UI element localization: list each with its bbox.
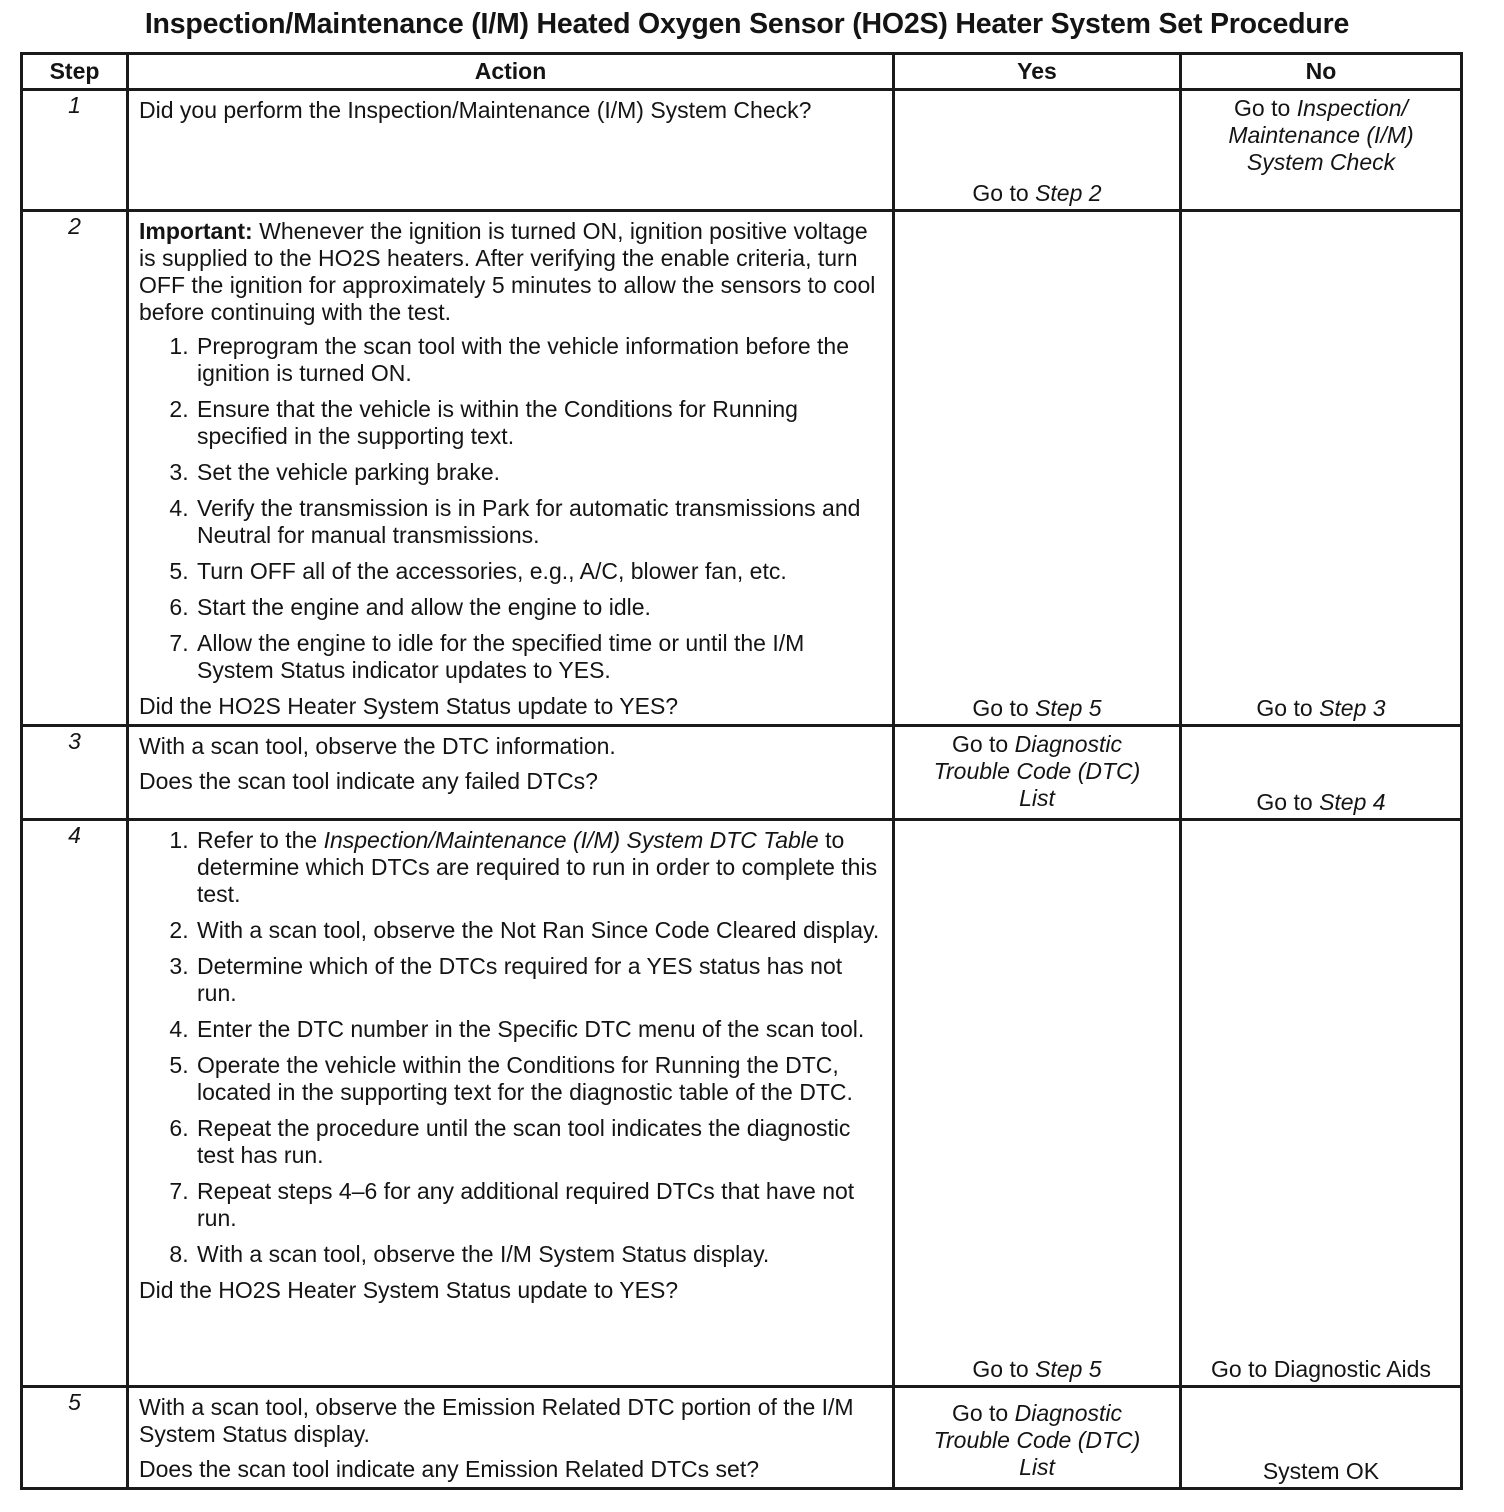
action-cell bbox=[128, 1387, 894, 1489]
no-cell bbox=[1181, 1387, 1462, 1489]
procedure-ref: Diagnostic Trouble Code (DTC) List bbox=[933, 1400, 1141, 1480]
yes-cell bbox=[894, 1387, 1181, 1489]
table-row bbox=[22, 211, 1462, 726]
list-item: 3. Set the vehicle parking brake. bbox=[195, 459, 882, 486]
action-cell bbox=[128, 90, 894, 211]
list-item: 2. Ensure that the vehicle is within the Conditions for Running specified in the supporting text. bbox=[195, 396, 882, 450]
no-link[interactable] bbox=[1182, 95, 1460, 176]
action-cell bbox=[128, 820, 894, 1387]
step-number: 5 bbox=[22, 1387, 128, 1489]
yes-link[interactable] bbox=[895, 695, 1179, 722]
yes-link[interactable] bbox=[895, 731, 1179, 812]
instruction-list bbox=[139, 827, 882, 1268]
no-result: System OK bbox=[1262, 1458, 1380, 1484]
list-item: 6. Repeat the procedure until the scan tool indicates the diagnostic test has run. bbox=[195, 1115, 882, 1169]
action-cell bbox=[128, 726, 894, 820]
no-link[interactable] bbox=[1182, 789, 1460, 816]
link-prefix: Go to bbox=[1256, 695, 1320, 721]
table-row bbox=[22, 1387, 1462, 1489]
item-text: to determine which DTCs are required to run in order to complete this test. bbox=[197, 827, 878, 907]
list-item: 5. Operate the vehicle within the Conditions for Running the DTC, located in the supporting text for the diagnostic table of the DTC. bbox=[195, 1052, 882, 1106]
instruction-text: With a scan tool, observe the DTC information. bbox=[139, 733, 616, 759]
instruction-text: With a scan tool, observe the Emission Related DTC portion of the I/M System Status display. bbox=[139, 1394, 854, 1447]
step-ref: Step 2 bbox=[1035, 180, 1102, 206]
header-no: No bbox=[1181, 54, 1462, 90]
link-prefix: Go to bbox=[1234, 95, 1297, 121]
link-prefix: Go to bbox=[972, 695, 1036, 721]
important-text: Whenever the ignition is turned ON, ignition positive voltage is supplied to the HO2S heaters. After verifying the enable criteria, turn OFF the ignition for approximately 5 minutes to allow the sensors to cool before continuing with the test. bbox=[139, 218, 876, 325]
table-row bbox=[22, 820, 1462, 1387]
list-item: 8. With a scan tool, observe the I/M System Status display. bbox=[195, 1241, 882, 1268]
yes-link[interactable] bbox=[895, 180, 1179, 207]
list-item: 4. Enter the DTC number in the Specific DTC menu of the scan tool. bbox=[195, 1016, 882, 1043]
action-cell bbox=[128, 211, 894, 726]
step-number: 2 bbox=[22, 211, 128, 726]
yes-cell bbox=[894, 211, 1181, 726]
step-ref: Step 3 bbox=[1319, 695, 1386, 721]
list-item: 7. Repeat steps 4–6 for any additional required DTCs that have not run. bbox=[195, 1178, 882, 1232]
page-title: Inspection/Maintenance (I/M) Heated Oxygen Sensor (HO2S) Heater System Set Procedure bbox=[144, 8, 1350, 40]
list-item bbox=[195, 827, 882, 908]
question-text: Did the HO2S Heater System Status update to YES? bbox=[139, 693, 679, 719]
yes-cell bbox=[894, 90, 1181, 211]
procedure-ref: Inspection/ Maintenance (I/M) System Check bbox=[1228, 95, 1414, 175]
step-number: 3 bbox=[22, 726, 128, 820]
question-text: Did the HO2S Heater System Status update to YES? bbox=[139, 1277, 679, 1303]
header-action: Action bbox=[128, 54, 894, 90]
question-text: Does the scan tool indicate any failed DTCs? bbox=[139, 768, 598, 794]
yes-link[interactable] bbox=[895, 1356, 1179, 1383]
yes-cell bbox=[894, 820, 1181, 1387]
step-ref: Step 5 bbox=[1035, 695, 1102, 721]
link-prefix: Go to bbox=[951, 731, 1015, 757]
link-prefix: Go to bbox=[951, 1400, 1015, 1426]
step-ref: Step 5 bbox=[1035, 1356, 1102, 1382]
header-step: Step bbox=[22, 54, 128, 90]
question-text: Does the scan tool indicate any Emission Related DTCs set? bbox=[139, 1456, 760, 1482]
header-row bbox=[22, 54, 1462, 90]
step-ref: Step 4 bbox=[1319, 789, 1386, 815]
procedure-ref: Diagnostic Trouble Code (DTC) List bbox=[933, 731, 1141, 811]
link-prefix: Go to bbox=[972, 1356, 1036, 1382]
no-cell bbox=[1181, 90, 1462, 211]
procedure-table bbox=[20, 52, 1463, 1490]
step-number: 4 bbox=[22, 820, 128, 1387]
question-text: Did you perform the Inspection/Maintenance (I/M) System Check? bbox=[139, 97, 812, 123]
table-ref[interactable]: Inspection/Maintenance (I/M) System DTC Table bbox=[323, 827, 819, 853]
important-label: Important: bbox=[139, 218, 253, 244]
list-item: 4. Verify the transmission is in Park for automatic transmissions and Neutral for manual transmissions. bbox=[195, 495, 882, 549]
no-cell bbox=[1181, 211, 1462, 726]
list-item: 7. Allow the engine to idle for the specified time or until the I/M System Status indicator updates to YES. bbox=[195, 630, 882, 684]
link-prefix: Go to bbox=[1256, 789, 1320, 815]
header-yes: Yes bbox=[894, 54, 1181, 90]
list-item: 2. With a scan tool, observe the Not Ran Since Code Cleared display. bbox=[195, 917, 882, 944]
no-cell bbox=[1181, 726, 1462, 820]
instruction-list bbox=[139, 333, 882, 684]
list-item: 6. Start the engine and allow the engine to idle. bbox=[195, 594, 882, 621]
list-item: 1. Preprogram the scan tool with the vehicle information before the ignition is turned ON. bbox=[195, 333, 882, 387]
yes-cell bbox=[894, 726, 1181, 820]
important-note bbox=[139, 218, 882, 326]
list-item: 5. Turn OFF all of the accessories, e.g., A/C, blower fan, etc. bbox=[195, 558, 882, 585]
no-cell bbox=[1181, 820, 1462, 1387]
table-row bbox=[22, 90, 1462, 211]
link-prefix: Go to bbox=[972, 180, 1036, 206]
item-text: Refer to the bbox=[197, 827, 324, 853]
yes-link[interactable] bbox=[895, 1392, 1179, 1481]
no-link[interactable] bbox=[1182, 695, 1460, 722]
step-number: 1 bbox=[22, 90, 128, 211]
list-item: 3. Determine which of the DTCs required for a YES status has not run. bbox=[195, 953, 882, 1007]
table-row bbox=[22, 726, 1462, 820]
no-link[interactable]: Go to Diagnostic Aids bbox=[1211, 1356, 1431, 1382]
